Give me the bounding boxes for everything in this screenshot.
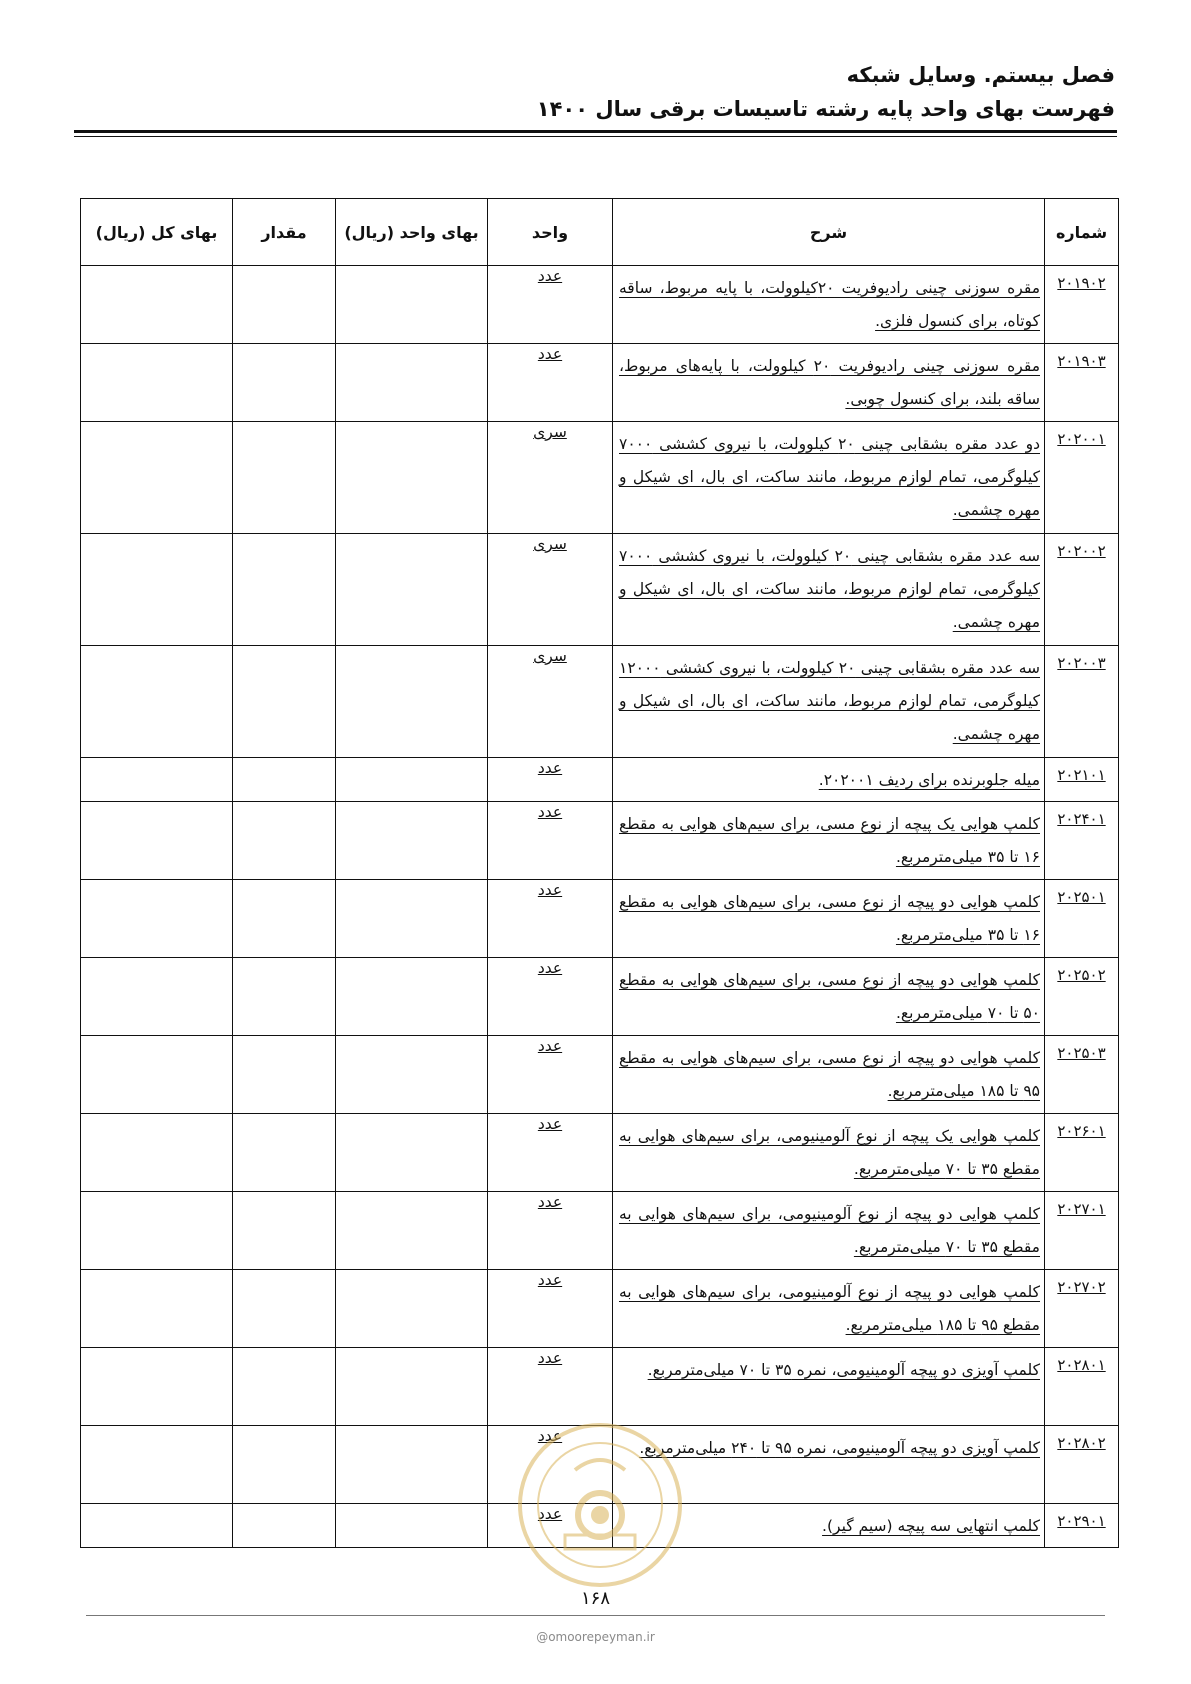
row-unit-price xyxy=(336,534,488,646)
row-description-text: کلمپ انتهایی سه پیچه (سیم گیر). xyxy=(822,1517,1040,1535)
row-unit-price xyxy=(336,344,488,422)
table-header-row xyxy=(81,199,1119,266)
row-unit xyxy=(488,758,613,802)
row-description xyxy=(613,646,1045,758)
row-number xyxy=(1045,534,1119,646)
row-description-text: کلمپ هوایی دو پیچه از نوع آلومینیومی، برای سیم‌های هوایی به مقطع ۳۵ تا ۷۰ میلی‌مترمربع. xyxy=(619,1205,1040,1256)
row-description-text: کلمپ هوایی دو پیچه از نوع آلومینیومی، برای سیم‌های هوایی به مقطع ۹۵ تا ۱۸۵ میلی‌مترمربع. xyxy=(619,1283,1040,1334)
table-row xyxy=(81,1270,1119,1348)
price-table xyxy=(80,198,1119,1548)
row-number xyxy=(1045,1348,1119,1426)
row-number xyxy=(1045,344,1119,422)
row-total-price xyxy=(81,758,233,802)
row-quantity xyxy=(233,1504,336,1548)
header-number: شماره xyxy=(1045,199,1119,266)
row-number xyxy=(1045,1504,1119,1548)
row-description-text: کلمپ هوایی یک پیچه از نوع آلومینیومی، برای سیم‌های هوایی به مقطع ۳۵ تا ۷۰ میلی‌مترمربع. xyxy=(619,1127,1040,1178)
row-number xyxy=(1045,1114,1119,1192)
table-row xyxy=(81,802,1119,880)
row-number xyxy=(1045,958,1119,1036)
row-description xyxy=(613,266,1045,344)
row-quantity xyxy=(233,1348,336,1426)
row-description xyxy=(613,344,1045,422)
row-quantity xyxy=(233,1114,336,1192)
row-description xyxy=(613,534,1045,646)
page-header xyxy=(537,58,1115,126)
row-description-text: میله جلوبرنده برای ردیف ۲۰۲۰۰۱. xyxy=(818,771,1040,789)
row-quantity xyxy=(233,758,336,802)
row-unit xyxy=(488,266,613,344)
row-unit-text: عدد xyxy=(537,345,563,363)
row-description-text: کلمپ هوایی یک پیچه از نوع مسی، برای سیم‌های هوایی به مقطع ۱۶ تا ۳۵ میلی‌مترمربع. xyxy=(619,815,1040,866)
row-total-price xyxy=(81,1348,233,1426)
row-unit-text: عدد xyxy=(537,1037,563,1055)
row-number xyxy=(1045,1192,1119,1270)
row-quantity xyxy=(233,344,336,422)
row-number-text: ۲۰۲۵۰۳ xyxy=(1057,1044,1106,1062)
row-unit-text: عدد xyxy=(537,881,563,899)
row-unit-price xyxy=(336,1348,488,1426)
row-unit-price xyxy=(336,958,488,1036)
row-number-text: ۲۰۲۷۰۲ xyxy=(1057,1278,1106,1296)
row-unit-text: عدد xyxy=(537,1505,563,1523)
row-unit xyxy=(488,1192,613,1270)
row-unit-text: سری xyxy=(533,535,567,553)
row-description xyxy=(613,1348,1045,1426)
row-unit-text: سری xyxy=(533,423,567,441)
row-total-price xyxy=(81,1270,233,1348)
row-description xyxy=(613,958,1045,1036)
table-row xyxy=(81,344,1119,422)
row-quantity xyxy=(233,534,336,646)
row-number-text: ۲۰۲۸۰۲ xyxy=(1057,1434,1106,1452)
row-unit-text: عدد xyxy=(537,1271,563,1289)
row-unit-price xyxy=(336,1504,488,1548)
row-number xyxy=(1045,1426,1119,1504)
seal-watermark xyxy=(515,1420,685,1590)
table-row xyxy=(81,958,1119,1036)
row-description xyxy=(613,880,1045,958)
row-number-text: ۲۰۲۸۰۱ xyxy=(1057,1356,1106,1374)
row-unit-price xyxy=(336,266,488,344)
row-number xyxy=(1045,422,1119,534)
row-number-text: ۲۰۱۹۰۲ xyxy=(1057,274,1106,292)
row-unit-text: عدد xyxy=(537,267,563,285)
footer-rule xyxy=(86,1615,1105,1616)
row-quantity xyxy=(233,802,336,880)
row-unit-price xyxy=(336,758,488,802)
row-quantity xyxy=(233,1426,336,1504)
row-number xyxy=(1045,646,1119,758)
row-number-text: ۲۰۲۹۰۱ xyxy=(1057,1512,1106,1530)
table-row xyxy=(81,534,1119,646)
table-row xyxy=(81,266,1119,344)
table-row xyxy=(81,1036,1119,1114)
row-unit-price xyxy=(336,1270,488,1348)
chapter-title: فصل بیستم. وسایل شبکه xyxy=(846,63,1115,87)
row-unit-price xyxy=(336,1426,488,1504)
row-number xyxy=(1045,880,1119,958)
row-number-text: ۲۰۲۰۰۳ xyxy=(1057,654,1106,672)
row-number-text: ۲۰۲۵۰۱ xyxy=(1057,888,1106,906)
table-row xyxy=(81,646,1119,758)
row-unit xyxy=(488,1270,613,1348)
row-unit xyxy=(488,1348,613,1426)
row-total-price xyxy=(81,802,233,880)
row-unit xyxy=(488,958,613,1036)
row-unit-price xyxy=(336,422,488,534)
row-description xyxy=(613,802,1045,880)
table-row xyxy=(81,1114,1119,1192)
header-unit-price: بهای واحد (ریال) xyxy=(336,199,488,266)
row-description-text: کلمپ هوایی دو پیچه از نوع مسی، برای سیم‌های هوایی به مقطع ۵۰ تا ۷۰ میلی‌مترمربع. xyxy=(619,971,1040,1022)
row-unit-price xyxy=(336,1036,488,1114)
row-number-text: ۲۰۲۶۰۱ xyxy=(1057,1122,1106,1140)
row-number-text: ۲۰۲۴۰۱ xyxy=(1057,810,1106,828)
header-unit: واحد xyxy=(488,199,613,266)
row-number-text: ۲۰۲۰۰۱ xyxy=(1057,430,1106,448)
row-description-text: کلمپ هوایی دو پیچه از نوع مسی، برای سیم‌های هوایی به مقطع ۱۶ تا ۳۵ میلی‌مترمربع. xyxy=(619,893,1040,944)
row-description xyxy=(613,1036,1045,1114)
row-unit-text: عدد xyxy=(537,1349,563,1367)
row-unit-text: عدد xyxy=(537,1427,563,1445)
table-row xyxy=(81,1192,1119,1270)
row-number-text: ۲۰۲۱۰۱ xyxy=(1057,766,1106,784)
row-total-price xyxy=(81,958,233,1036)
row-number xyxy=(1045,802,1119,880)
row-description-text: کلمپ آویزی دو پیچه آلومینیومی، نمره ۹۵ تا ۲۴۰ میلی‌مترمربع. xyxy=(639,1439,1040,1457)
row-description xyxy=(613,1270,1045,1348)
row-description xyxy=(613,758,1045,802)
table-row xyxy=(81,422,1119,534)
row-number xyxy=(1045,266,1119,344)
row-quantity xyxy=(233,880,336,958)
row-description-text: کلمپ هوایی دو پیچه از نوع مسی، برای سیم‌های هوایی به مقطع ۹۵ تا ۱۸۵ میلی‌مترمربع. xyxy=(619,1049,1040,1100)
row-quantity xyxy=(233,422,336,534)
row-description-text: کلمپ آویزی دو پیچه آلومینیومی، نمره ۳۵ تا ۷۰ میلی‌مترمربع. xyxy=(647,1361,1040,1379)
row-unit-text: سری xyxy=(533,647,567,665)
row-description-text: دو عدد مقره بشقابی چینی ۲۰ کیلوولت، با نیروی کششی ۷۰۰۰ کیلوگرمی، تمام لوازم مربوط، مانند ساکت، ای بال، ای شیکل و مهره چشمی. xyxy=(619,435,1040,519)
row-unit-text: عدد xyxy=(537,959,563,977)
row-description-text: مقره سوزنی چینی رادیوفریت ۲۰کیلوولت، با پایه مربوط، ساقه کوتاه، برای کنسول فلزی. xyxy=(619,279,1040,330)
row-total-price xyxy=(81,1426,233,1504)
document-title: فهرست بهای واحد پایه رشته تاسیسات برقی سال ۱۴۰۰ xyxy=(536,97,1115,121)
row-unit xyxy=(488,534,613,646)
row-quantity xyxy=(233,266,336,344)
header-rule-thick xyxy=(74,130,1117,133)
table-row xyxy=(81,758,1119,802)
row-unit-price xyxy=(336,880,488,958)
row-number xyxy=(1045,1036,1119,1114)
row-total-price xyxy=(81,1036,233,1114)
header-description: شرح xyxy=(613,199,1045,266)
row-unit xyxy=(488,646,613,758)
row-unit xyxy=(488,422,613,534)
row-total-price xyxy=(81,1192,233,1270)
row-unit-price xyxy=(336,1114,488,1192)
row-unit xyxy=(488,880,613,958)
row-quantity xyxy=(233,1192,336,1270)
row-quantity xyxy=(233,1270,336,1348)
row-total-price xyxy=(81,422,233,534)
row-unit-price xyxy=(336,802,488,880)
row-total-price xyxy=(81,880,233,958)
row-total-price xyxy=(81,1114,233,1192)
row-number xyxy=(1045,1270,1119,1348)
row-unit-price xyxy=(336,646,488,758)
row-number-text: ۲۰۲۰۰۲ xyxy=(1057,542,1106,560)
row-unit-price xyxy=(336,1192,488,1270)
row-unit-text: عدد xyxy=(537,1193,563,1211)
row-unit xyxy=(488,1036,613,1114)
table-row xyxy=(81,1348,1119,1426)
header-rule-thin xyxy=(74,136,1117,137)
row-unit-text: عدد xyxy=(537,1115,563,1133)
row-quantity xyxy=(233,646,336,758)
row-description xyxy=(613,1192,1045,1270)
table-row xyxy=(81,880,1119,958)
row-quantity xyxy=(233,1036,336,1114)
row-quantity xyxy=(233,958,336,1036)
row-unit-text: عدد xyxy=(537,803,563,821)
row-description-text: سه عدد مقره بشقابی چینی ۲۰ کیلوولت، با نیروی کششی ۷۰۰۰ کیلوگرمی، تمام لوازم مربوط، مانند ساکت، ای بال، ای شیکل و مهره چشمی. xyxy=(619,547,1040,631)
row-total-price xyxy=(81,646,233,758)
row-unit xyxy=(488,1114,613,1192)
row-description-text: مقره سوزنی چینی رادیوفریت ۲۰ کیلوولت، با پایه‌های مربوط، ساقه بلند، برای کنسول چوبی. xyxy=(619,357,1040,408)
row-number xyxy=(1045,758,1119,802)
row-description-text: سه عدد مقره بشقابی چینی ۲۰ کیلوولت، با نیروی کششی ۱۲۰۰۰ کیلوگرمی، تمام لوازم مربوط، مانند ساکت، ای بال، ای شیکل و مهره چشمی. xyxy=(619,659,1040,743)
row-number-text: ۲۰۲۵۰۲ xyxy=(1057,966,1106,984)
row-total-price xyxy=(81,344,233,422)
header-quantity: مقدار xyxy=(233,199,336,266)
row-description xyxy=(613,1114,1045,1192)
header-total-price: بهای کل (ریال) xyxy=(81,199,233,266)
website-watermark: @omoorepeyman.ir xyxy=(536,1630,655,1644)
row-total-price xyxy=(81,266,233,344)
page-number: ۱۶۸ xyxy=(580,1588,610,1609)
row-total-price xyxy=(81,534,233,646)
row-unit xyxy=(488,344,613,422)
row-number-text: ۲۰۱۹۰۳ xyxy=(1057,352,1106,370)
row-description xyxy=(613,422,1045,534)
row-total-price xyxy=(81,1504,233,1548)
row-number-text: ۲۰۲۷۰۱ xyxy=(1057,1200,1106,1218)
row-unit-text: عدد xyxy=(537,759,563,777)
row-unit xyxy=(488,802,613,880)
